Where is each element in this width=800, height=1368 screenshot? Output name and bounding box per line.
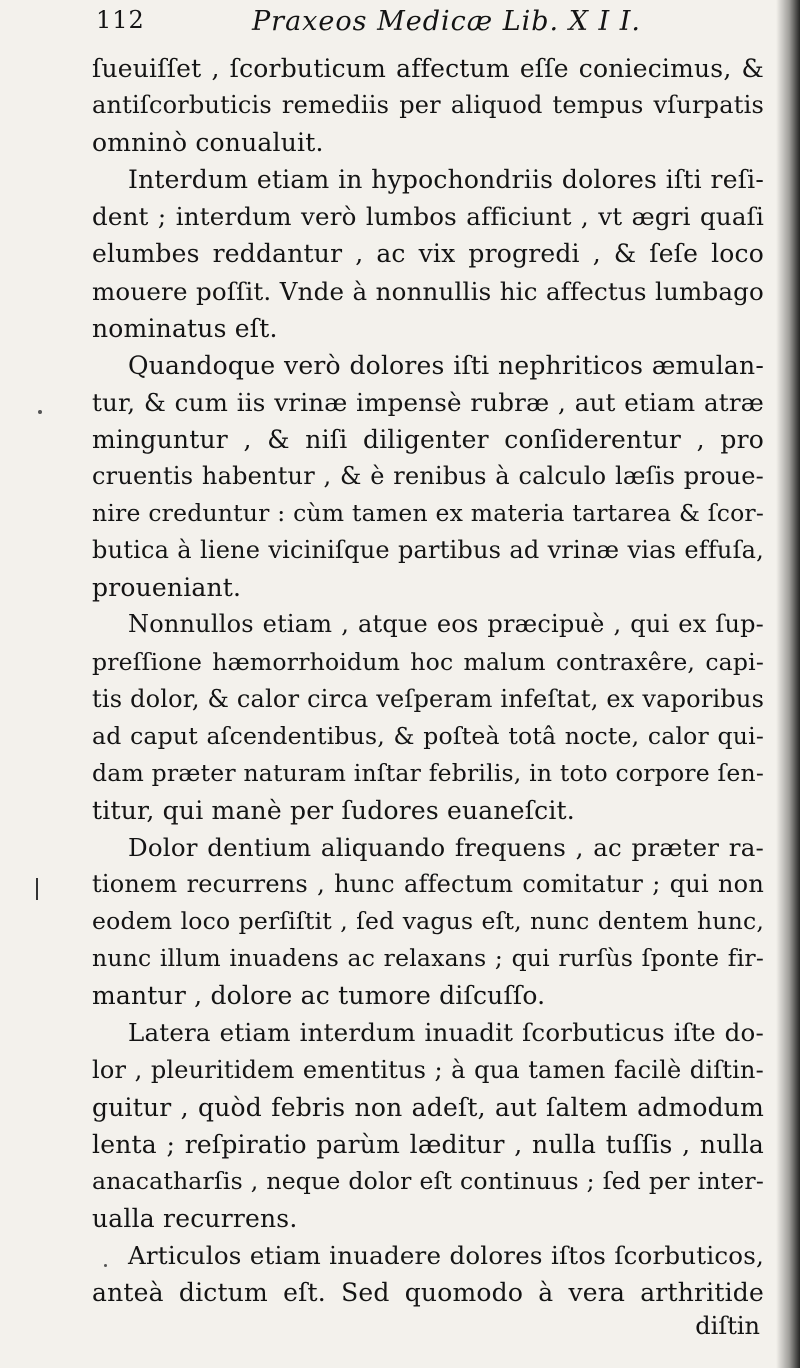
text-line: antiſcorbuticis remediis per aliquod tempus vſurpatis bbox=[92, 91, 764, 120]
running-title: Praxeos Medicæ Lib. X I I. bbox=[252, 6, 642, 37]
text-line: ſueuiſſet , ſcorbuticum affectum eſſe coniecimus, & bbox=[92, 54, 764, 83]
text-line: Nonnullos etiam , atque eos præcipuè , qui ex ſup- bbox=[128, 610, 764, 639]
margin-mark bbox=[36, 878, 38, 900]
text-line: Dolor dentium aliquando frequens , ac præter ra- bbox=[128, 832, 764, 862]
text-line: dent ; interdum verò lumbos afficiunt , vt ægri quaſi bbox=[92, 202, 764, 232]
text-line: anacatharſis , neque dolor eſt continuus ; ſed per inter- bbox=[92, 1166, 764, 1195]
text-line: mouere poſſit. Vnde à nonnullis hic affectus lumbago bbox=[92, 276, 764, 306]
text-line: nunc illum inuadens ac relaxans ; qui rurſùs ſponte fir- bbox=[92, 944, 764, 973]
ink-speck bbox=[38, 410, 42, 414]
text-line: Interdum etiam in hypochondriis dolores iſti reſi- bbox=[128, 165, 764, 195]
text-line: Quandoque verò dolores iſti nephriticos æmulan- bbox=[128, 350, 764, 380]
text-line: titur, qui manè per ſudores euaneſcit. bbox=[92, 795, 575, 825]
text-line: butica à liene viciniſque partibus ad vrinæ vias effuſa, bbox=[92, 536, 764, 565]
text-line: minguntur , & niſi diligenter conſiderentur , pro bbox=[92, 424, 764, 454]
text-line: anteà dictum eſt. Sed quomodo à vera arthritide bbox=[92, 1278, 764, 1308]
text-line: Latera etiam interdum inuadit ſcorbuticus iſte do- bbox=[128, 1018, 764, 1048]
text-line: lor , pleuritidem ementitus ; à qua tamen facilè diſtin- bbox=[92, 1055, 764, 1084]
text-line: elumbes reddantur , ac vix progredi , & ſeſe loco bbox=[92, 239, 764, 269]
ink-speck bbox=[104, 1264, 107, 1267]
text-line: tionem recurrens , hunc affectum comitatur ; qui non bbox=[92, 870, 764, 899]
page-number: 112 bbox=[96, 6, 145, 34]
text-line: ualla recurrens. bbox=[92, 1203, 298, 1233]
text-line: omninò conualuit. bbox=[92, 128, 324, 158]
body-text bbox=[92, 50, 764, 1311]
text-line: cruentis habentur , & è renibus à calculo læſis proue- bbox=[92, 462, 764, 491]
text-line: nominatus eſt. bbox=[92, 313, 278, 343]
text-line: eodem loco perſiſtit , ſed vagus eſt, nunc dentem hunc, bbox=[92, 907, 764, 936]
text-line: nire creduntur : cùm tamen ex materia tartarea & ſcor- bbox=[92, 499, 764, 528]
page-header bbox=[96, 6, 766, 46]
text-line: dam præter naturam inſtar febrilis, in toto corpore ſen- bbox=[92, 758, 764, 787]
text-line: proueniant. bbox=[92, 573, 242, 603]
text-line: lenta ; reſpiratio parùm læditur , nulla tuſſis , nulla bbox=[92, 1129, 764, 1159]
text-line: tis dolor, & calor circa veſperam infeſtat, ex vaporibus bbox=[92, 684, 765, 713]
binding-shadow bbox=[776, 0, 800, 1368]
text-line: tur, & cum iis vrinæ impensè rubræ , aut etiam atræ bbox=[92, 387, 764, 417]
text-line: guitur , quòd febris non adeſt, aut ſaltem admodum bbox=[92, 1092, 764, 1122]
catchword: diſtin bbox=[695, 1312, 760, 1340]
text-line: ad caput aſcendentibus, & poſteà totâ nocte, calor qui- bbox=[92, 721, 764, 750]
text-line: preſſione hæmorrhoidum hoc malum contraxêre, capi- bbox=[92, 647, 764, 676]
text-line: mantur , dolore ac tumore diſcuſſo. bbox=[92, 981, 546, 1011]
text-line: Articulos etiam inuadere dolores iſtos ſcorbuticos, bbox=[128, 1241, 764, 1270]
